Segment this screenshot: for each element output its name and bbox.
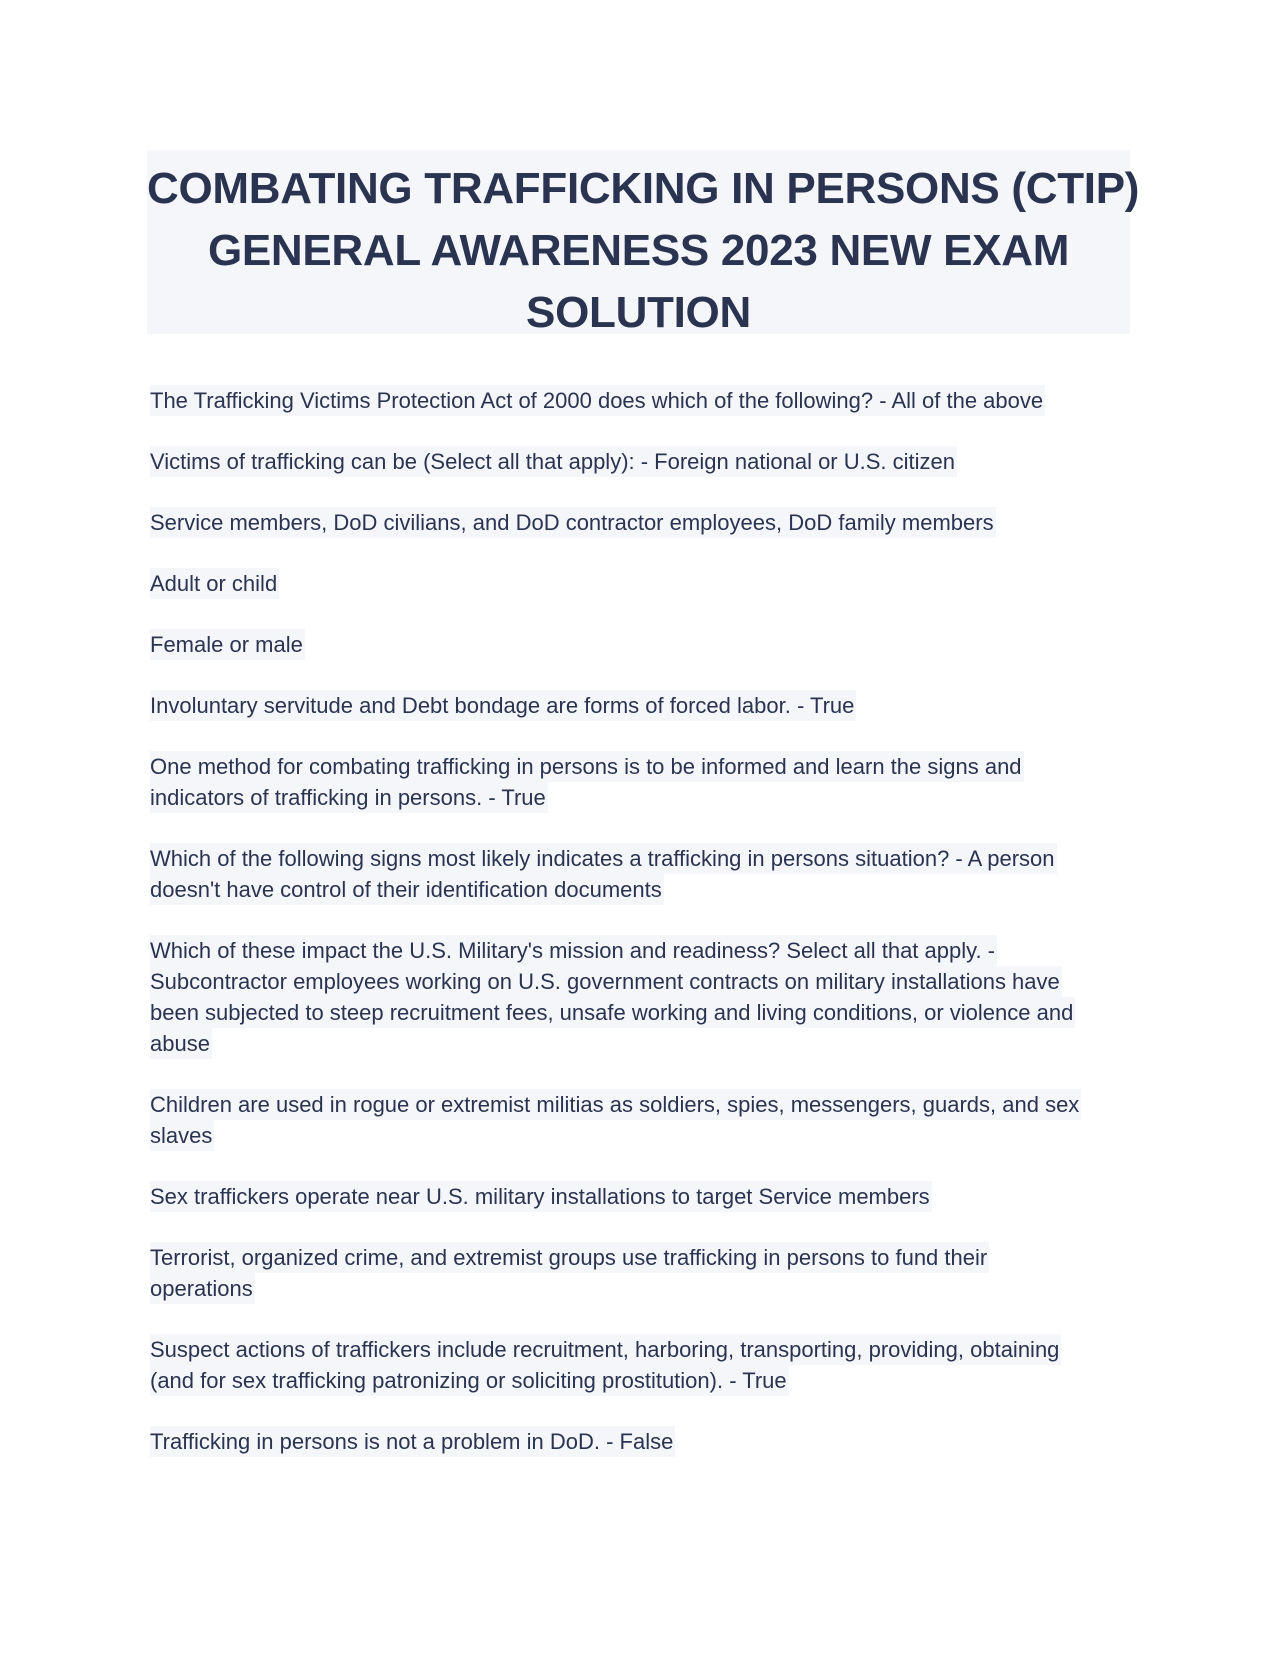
title-line: GENERAL AWARENESS 2023 NEW EXAM	[207, 226, 1070, 275]
qa-paragraph	[150, 690, 1130, 721]
qa-paragraph	[150, 446, 1130, 477]
paragraph-line: Which of the following signs most likely indicates a trafficking in persons situation? - A person	[150, 843, 1057, 874]
qa-paragraph	[150, 568, 1130, 599]
paragraph-line: Which of these impact the U.S. Military's mission and readiness? Select all that apply. -	[150, 935, 997, 966]
paragraph-line: Victims of trafficking can be (Select all that apply): - Foreign national or U.S. citizen	[150, 446, 957, 477]
paragraph-line: Involuntary servitude and Debt bondage are forms of forced labor. - True	[150, 690, 856, 721]
document-title	[147, 150, 1140, 337]
qa-paragraph	[150, 629, 1130, 660]
qa-paragraph	[150, 935, 1130, 1059]
title-line: COMBATING TRAFFICKING IN PERSONS (CTIP)	[147, 164, 1140, 213]
paragraph-line: Sex traffickers operate near U.S. military installations to target Service members	[150, 1181, 932, 1212]
paragraph-line: indicators of trafficking in persons. - True	[150, 782, 548, 813]
document-body	[150, 385, 1130, 1487]
paragraph-line: Children are used in rogue or extremist militias as soldiers, spies, messengers, guards, and sex	[150, 1089, 1081, 1120]
paragraph-line: abuse	[150, 1028, 212, 1059]
paragraph-line: doesn't have control of their identification documents	[150, 874, 664, 905]
paragraph-line: been subjected to steep recruitment fees, unsafe working and living conditions, or violence and	[150, 997, 1075, 1028]
paragraph-line: The Trafficking Victims Protection Act of 2000 does which of the following? - All of the above	[150, 385, 1045, 416]
paragraph-line: Service members, DoD civilians, and DoD contractor employees, DoD family members	[150, 507, 996, 538]
qa-paragraph	[150, 507, 1130, 538]
paragraph-line: Adult or child	[150, 568, 279, 599]
qa-paragraph	[150, 1426, 1130, 1457]
paragraph-line: Female or male	[150, 629, 305, 660]
qa-paragraph	[150, 1242, 1130, 1304]
qa-paragraph	[150, 1181, 1130, 1212]
title-line: SOLUTION	[526, 288, 751, 337]
paragraph-line: Terrorist, organized crime, and extremist groups use trafficking in persons to fund their	[150, 1242, 989, 1273]
paragraph-line: Subcontractor employees working on U.S. government contracts on military installations have	[150, 966, 1062, 997]
paragraph-line: operations	[150, 1273, 255, 1304]
qa-paragraph	[150, 751, 1130, 813]
paragraph-line: Trafficking in persons is not a problem in DoD. - False	[150, 1426, 675, 1457]
qa-paragraph	[150, 843, 1130, 905]
paragraph-line: One method for combating trafficking in persons is to be informed and learn the signs and	[150, 751, 1024, 782]
paragraph-line: slaves	[150, 1120, 214, 1151]
qa-paragraph	[150, 1089, 1130, 1151]
paragraph-line: Suspect actions of traffickers include recruitment, harboring, transporting, providing, obtaining	[150, 1334, 1061, 1365]
qa-paragraph	[150, 1334, 1130, 1396]
qa-paragraph	[150, 385, 1130, 416]
paragraph-line: (and for sex trafficking patronizing or soliciting prostitution). - True	[150, 1365, 789, 1396]
